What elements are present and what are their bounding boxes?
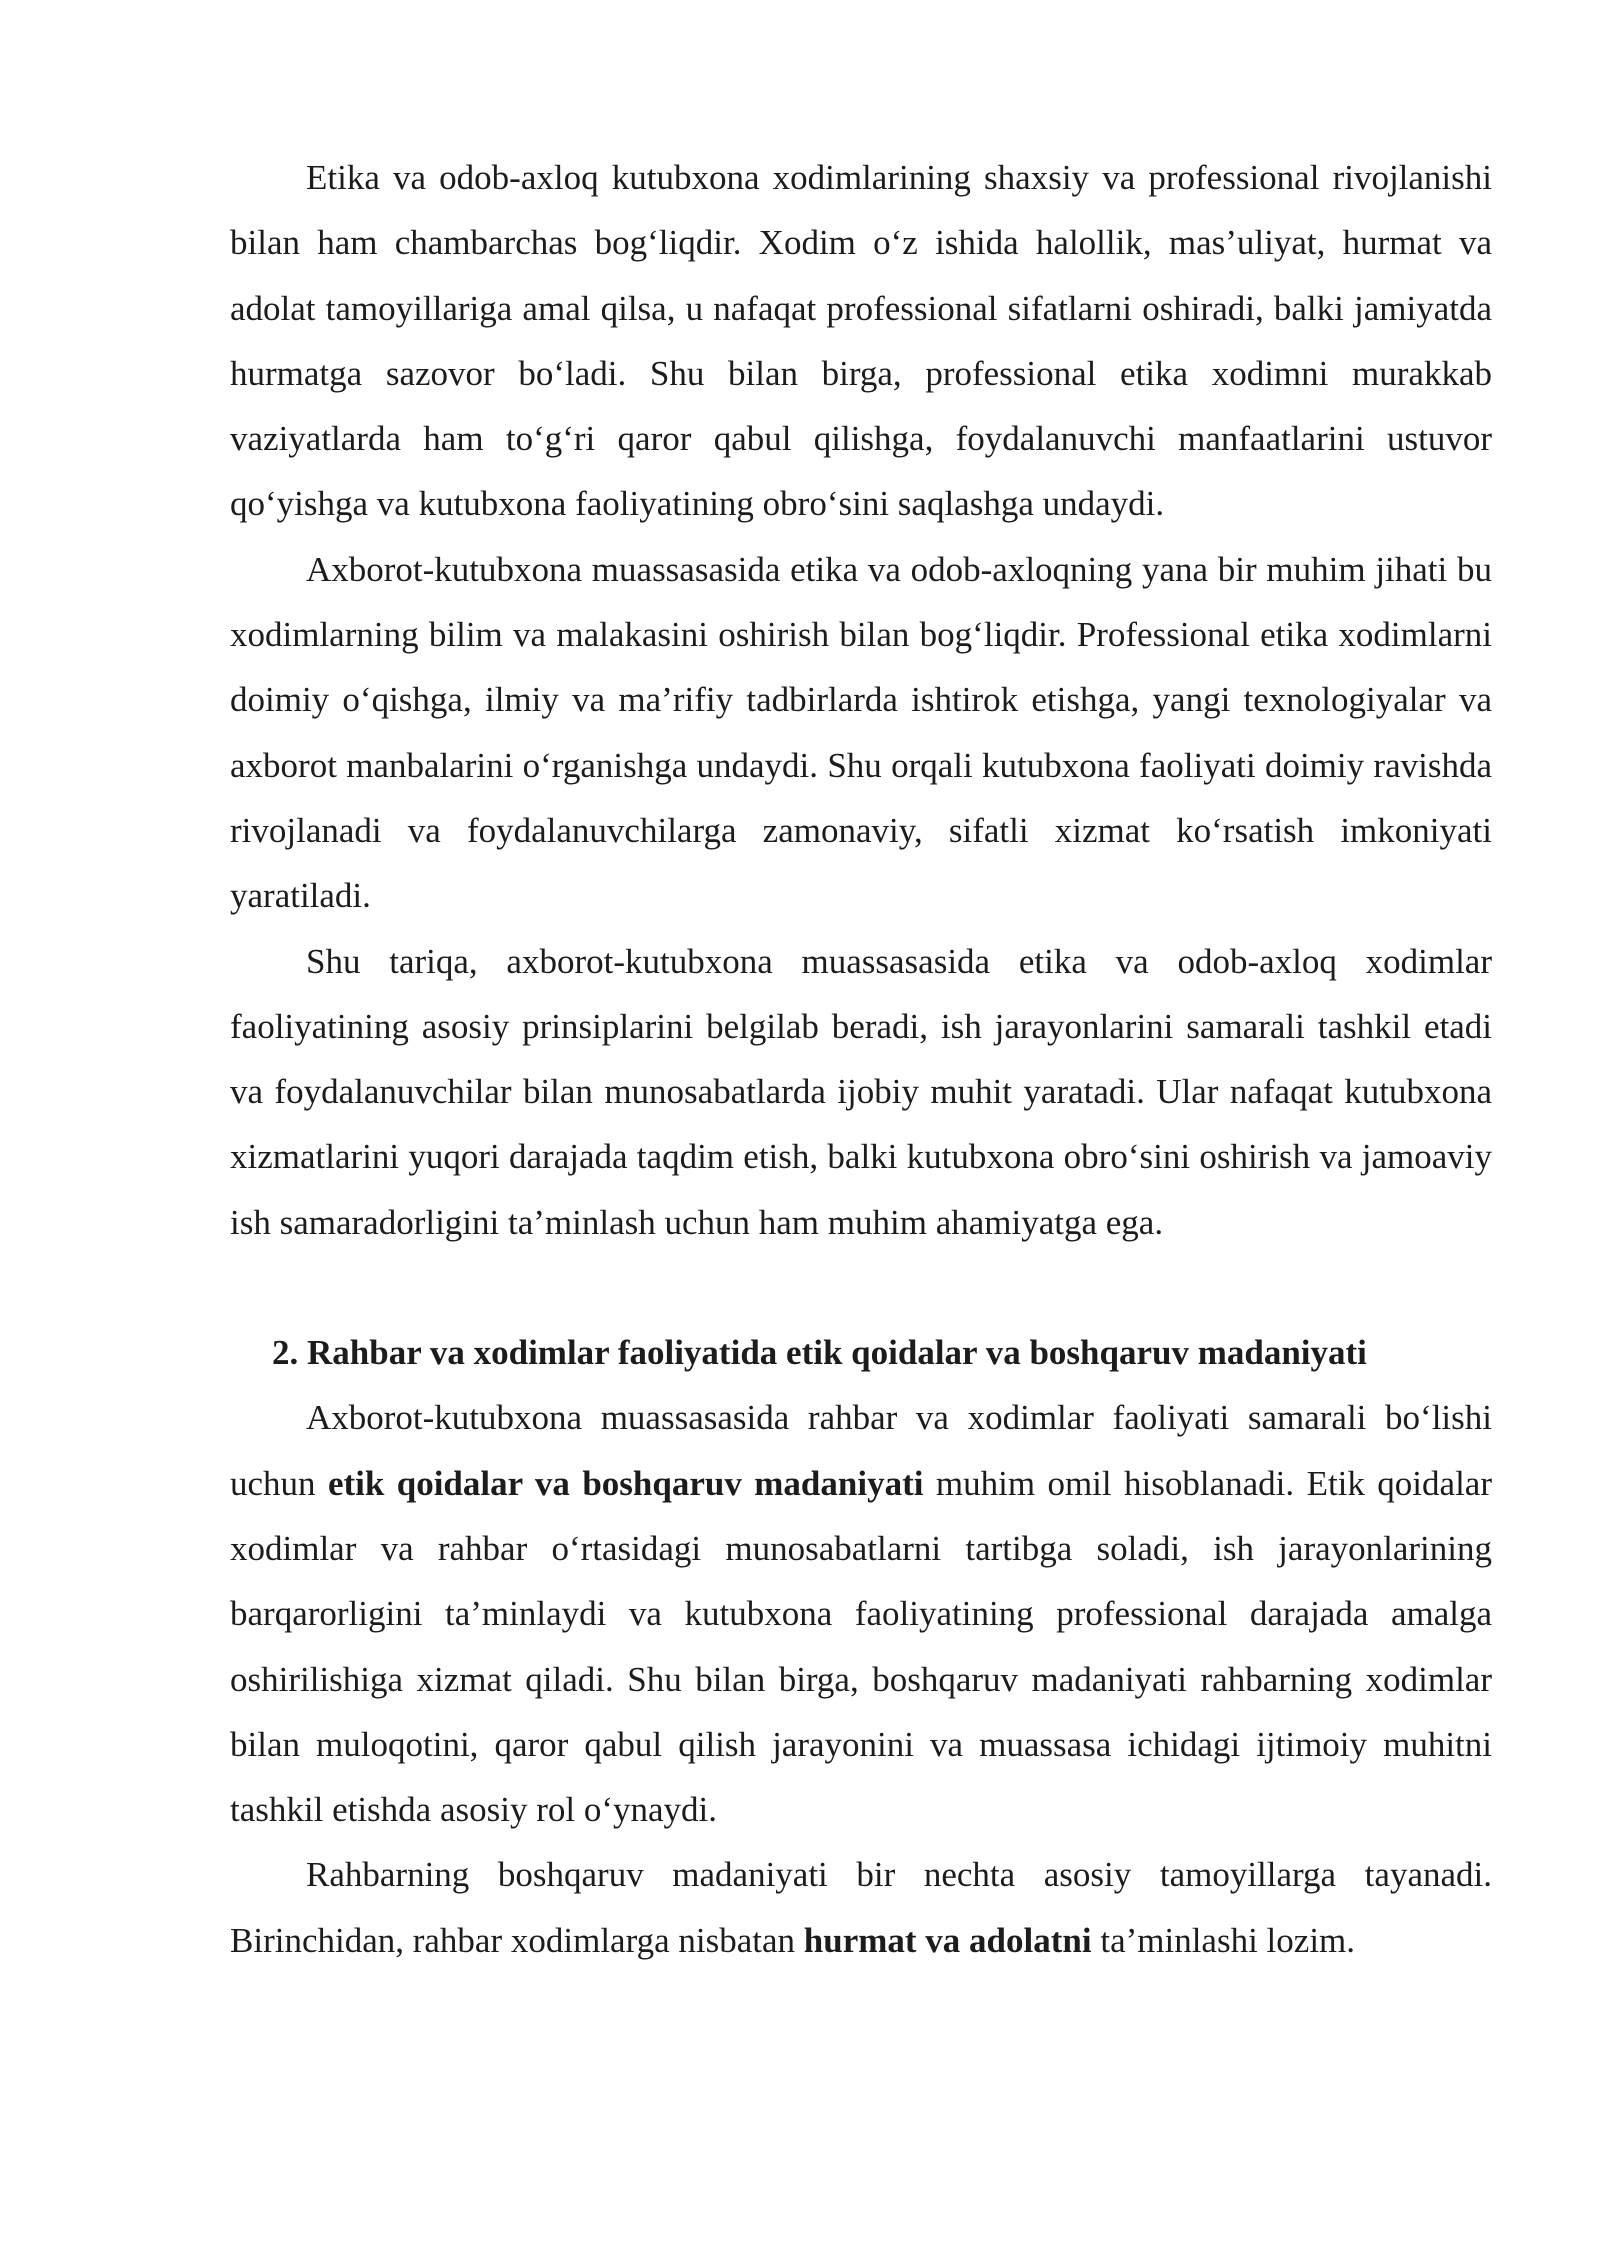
document-body <box>230 145 1492 1973</box>
paragraph-knowledge-qualification: Axborot-kutubxona muassasasida etika va odob-axloqning yana bir muhim jihati bu xodimlarning bilim va malakasini oshirish bilan bog‘liqdir. Professional etika xodimlarni doimiy o‘qishga, ilmiy va ma’rifiy tadbirlarda ishtirok etishga, yangi texnologiyalar va axborot manbalarini o‘rganishga undaydi. Shu orqali kutubxona faoliyati doimiy ravishda rivojlanadi va foydalanuvchilarga zamonaviy, sifatli xizmat ko‘rsatish imkoniyati yaratiladi. <box>230 549 1492 916</box>
section-heading: 2. Rahbar va xodimlar faoliyatida etik qoidalar va boshqaruv madaniyati <box>272 1333 1367 1373</box>
bold-phrase-ethics-culture: etik qoidalar va boshqaruv madaniyati <box>327 1463 924 1503</box>
paragraph-leadership-ethics <box>230 1385 1492 1842</box>
bold-phrase-respect-justice: hurmat va adolatni <box>803 1920 1092 1960</box>
paragraph-text-end: muhim omil hisoblanadi. Etik qoidalar xodimlar va rahbar o‘rtasidagi munosabatlarni tartibga soladi, ish jarayonlarining barqarorligini ta’minlaydi va kutubxona faoliyatining professional darajada amalga oshirilishiga xizmat qiladi. Shu bilan birga, boshqaruv madaniyati rahbarning xodimlar bilan muloqotini, qaror qabul qilish jarayonini va muassasa ichidagi ijtimoiy muhitni tashkil etishda asosiy rol o‘ynaydi. <box>230 1463 1492 1830</box>
paragraph-leadership-principles <box>230 1842 1492 1973</box>
paragraph-ethics-development: Etika va odob-axloq kutubxona xodimlarining shaxsiy va professional rivojlanishi bilan ham chambarchas bog‘liqdir. Xodim o‘z ishida halollik, mas’uliyat, hurmat va adolat tamoyillariga amal qilsa, u nafaqat professional sifatlarni oshiradi, balki jamiyatda hurmatga sazovor bo‘ladi. Shu bilan birga, professional etika xodimni murakkab vaziyatlarda ham to‘g‘ri qaror qabul qilishga, foydalanuvchi manfaatlarini ustuvor qo‘yishga va kutubxona faoliyatining obro‘sini saqlashga undaydi. <box>230 158 1492 524</box>
paragraph-conclusion: Shu tariqa, axborot-kutubxona muassasasida etika va odob-axloq xodimlar faoliyatining asosiy prinsiplarini belgilab beradi, ish jarayonlarini samarali tashkil etadi va foydalanuvchilar bilan munosabatlarda ijobiy muhit yaratadi. Ular nafaqat kutubxona xizmatlarini yuqori darajada taqdim etish, balki kutubxona obro‘sini oshirish va jamoaviy ish samaradorligini ta’minlash uchun ham muhim ahamiyatga ega. <box>230 941 1492 1242</box>
paragraph-text-end: ta’minlashi lozim. <box>1091 1920 1356 1960</box>
paragraph-text-start: Rahbarning boshqaruv madaniyati bir nechta asosiy tamoyillarga tayanadi. Birinchidan, rahbar xodimlarga nisbatan <box>230 1855 1492 1960</box>
paragraph-text-start: Axborot-kutubxona muassasasida rahbar va xodimlar faoliyati samarali bo‘lishi uchun <box>230 1398 1492 1503</box>
section-spacer <box>230 1255 1492 1320</box>
